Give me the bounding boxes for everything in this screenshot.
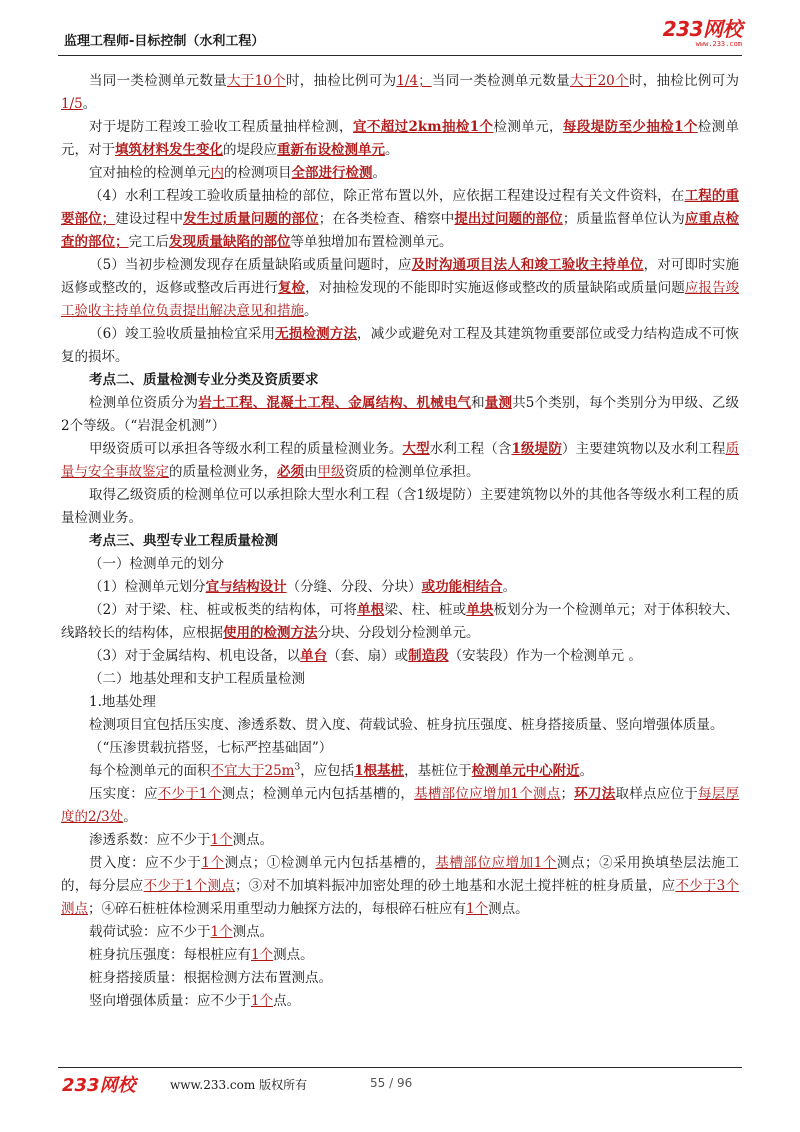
- text-run: 的质量检测业务，: [169, 464, 277, 480]
- text-run: 检测单元，: [493, 119, 563, 135]
- text-run: 。: [82, 96, 97, 112]
- page-footer: [58, 1071, 742, 1095]
- highlighted-text: 不宜大于25m: [210, 763, 295, 779]
- highlighted-text: 1个: [466, 901, 489, 917]
- highlighted-text: 单块: [466, 602, 494, 618]
- highlighted-text: 内: [210, 165, 224, 181]
- text-run: 测点；①检测单元内包括基槽的，: [224, 855, 436, 871]
- paragraph: [61, 185, 739, 254]
- text-run: ；④碎石桩桩体检测采用重型动力触探方法的，每根碎石桩应有: [88, 901, 466, 917]
- highlighted-text: 1/4；: [396, 73, 432, 89]
- highlighted-text: 或功能相结合: [421, 579, 503, 595]
- paragraph: [61, 691, 739, 714]
- text-run: 和: [471, 395, 485, 411]
- paragraph: [61, 852, 739, 921]
- highlighted-text: 不少于1个测点: [143, 878, 235, 894]
- text-run: ，对抽检发现的不能即时实施返修或整改的质量缺陷或质量问题: [305, 280, 685, 296]
- paragraph: [61, 829, 739, 852]
- highlighted-text: 复检: [277, 280, 306, 296]
- highlighted-text: 应报告竣工验收主持单位负责提出解决意见和措施: [61, 280, 740, 319]
- paragraph: [61, 254, 739, 323]
- highlighted-text: 宜与结构设计: [205, 579, 287, 595]
- text-run: 时，抽检比例可为: [628, 73, 740, 89]
- paragraph: [61, 530, 739, 553]
- highlighted-text: 宜不超过2km抽检1个: [352, 119, 494, 135]
- text-run: 测点；检测单元内包括基槽的，: [221, 786, 415, 802]
- highlighted-text: 填筑材料发生变化: [115, 142, 223, 158]
- highlighted-text: 检测单元中心附近: [471, 763, 580, 779]
- highlighted-text: 1个: [201, 855, 225, 871]
- highlighted-text: 应重点检查的部位；: [61, 211, 740, 250]
- text-run: 分块、分段划分检测单元。: [317, 625, 480, 641]
- text-run: （分缝、分段、分块）: [286, 579, 422, 595]
- paragraph: [61, 484, 739, 530]
- text-run: 板划分为一个检测单元；对于体积较大、线路较长的结构体，应根据: [61, 602, 740, 641]
- text-run: （一）检测单元的划分: [89, 556, 224, 572]
- highlighted-text: 大于10个: [227, 73, 286, 89]
- highlighted-text: 1个: [210, 832, 233, 848]
- highlighted-text: 每层厚度的2/3处: [61, 786, 740, 825]
- highlighted-text: 提出过问题的部位: [454, 211, 563, 227]
- paragraph: [61, 783, 739, 829]
- highlighted-text: 1个: [251, 947, 274, 963]
- highlighted-text: 使用的检测方法: [223, 625, 318, 641]
- text-run: ，应包括: [300, 763, 355, 779]
- text-run: 检测单位资质分为: [89, 395, 199, 411]
- text-run: ；: [560, 786, 575, 802]
- footer-divider: [58, 1067, 742, 1068]
- paragraph: [61, 392, 739, 438]
- text-run: 。: [579, 763, 594, 779]
- text-run: （3）对于金属结构、机电设备，以: [89, 648, 301, 664]
- paragraph: [61, 369, 739, 392]
- text-run: 由: [304, 464, 318, 480]
- text-run: 竖向增强体质量：应不少于: [89, 993, 251, 1009]
- paragraph: [61, 438, 739, 484]
- text-run: 贯入度：应不少于: [89, 855, 202, 871]
- text-run: 梁、柱、桩或: [384, 602, 467, 618]
- brand-logo: [663, 18, 742, 48]
- text-run: 检测项目宜包括压实度、渗透系数、贯入度、荷载试验、桩身抗压强度、桩身搭接质量、竖向增强体质量。: [89, 717, 724, 733]
- highlighted-text: 大型: [402, 441, 430, 457]
- highlighted-text: 环刀法: [574, 786, 616, 802]
- highlighted-text: 量测: [484, 395, 513, 411]
- text-run: 。: [304, 303, 318, 319]
- text-run: 点。: [273, 993, 301, 1009]
- text-run: （6）竣工验收质量抽检宜采用: [89, 326, 276, 342]
- paragraph: [61, 599, 739, 645]
- highlighted-text: 1个: [210, 924, 233, 940]
- highlighted-text: 岩土工程、混凝土工程、金属结构、机械电气: [198, 395, 472, 411]
- text-run: 完工后: [128, 234, 169, 250]
- highlighted-text: 甲级: [317, 464, 345, 480]
- highlighted-text: 大于20个: [569, 73, 629, 89]
- text-run: 的检测项目: [224, 165, 292, 181]
- text-run: ；质量监督单位认为: [562, 211, 685, 227]
- text-run: ，对可即时实施返修或整改的，返修或整改后再进行: [61, 257, 740, 296]
- paragraph: [61, 162, 739, 185]
- paragraph: [61, 944, 739, 967]
- paragraph: [61, 760, 739, 783]
- text-run: ）主要建筑物以及水利工程: [561, 441, 726, 457]
- text-run: 载荷试验：应不少于: [89, 924, 211, 940]
- text-run: 考点二、质量检测专业分类及资质要求: [89, 372, 319, 388]
- highlighted-text: 基槽部位应增加1个: [435, 855, 557, 871]
- text-run: 渗透系数：应不少于: [89, 832, 211, 848]
- highlighted-text: 单台: [300, 648, 328, 664]
- text-run: 取样点应位于: [615, 786, 699, 802]
- page-number: 55 / 96: [370, 1076, 413, 1090]
- highlighted-text: 1根基桩: [354, 763, 405, 779]
- highlighted-text: 无损检测方法: [275, 326, 358, 342]
- text-run: 压实度：应: [89, 786, 158, 802]
- text-run: （“压渗贯载抗搭竖，七标严控基础固”）: [89, 740, 333, 756]
- highlighted-text: 全部进行检测: [291, 165, 373, 181]
- logo-url: www.233.com: [695, 40, 742, 48]
- footer-logo: 233网校: [62, 1075, 136, 1096]
- text-run: 的堤段应: [223, 142, 277, 158]
- highlighted-text: 必须: [277, 464, 304, 480]
- highlighted-text: 不少于3个测点: [61, 878, 740, 917]
- header-divider: [58, 55, 742, 56]
- paragraph: [61, 323, 739, 369]
- paragraph: [61, 714, 739, 737]
- copyright-text: www.233.com 版权所有: [170, 1078, 308, 1092]
- text-run: 每个检测单元的面积: [89, 763, 211, 779]
- superscript: 3: [294, 762, 301, 773]
- text-run: 建设过程中: [115, 211, 184, 227]
- text-run: （1）检测单元划分: [89, 579, 206, 595]
- text-run: 取得乙级资质的检测单位可以承担除大型水利工程（含1级堤防）主要建筑物以外的其他各等级水利工程的质量检测业务。: [61, 487, 739, 526]
- page-header: [58, 18, 742, 52]
- text-run: 桩身抗压强度：每根桩应有: [89, 947, 251, 963]
- paragraph: [61, 576, 739, 599]
- text-run: 。: [372, 165, 386, 181]
- text-run: 资质的检测单位承担。: [344, 464, 480, 480]
- text-run: ；在各类检查、稽察中: [318, 211, 455, 227]
- text-run: （安装段）作为一个检测单元 。: [448, 648, 642, 664]
- text-run: （二）地基处理和支护工程质量检测: [89, 671, 305, 687]
- text-run: 测点。: [232, 832, 274, 848]
- text-run: 宜对抽检的检测单元: [89, 165, 211, 181]
- text-run: 测点。: [488, 901, 529, 917]
- text-run: 时，抽检比例可为: [285, 73, 397, 89]
- text-run: 甲级资质可以承担各等级水利工程的质量检测业务。: [89, 441, 403, 457]
- text-run: 测点。: [273, 947, 314, 963]
- highlighted-text: 1级堤防: [511, 441, 562, 457]
- text-run: 测点。: [232, 924, 274, 940]
- paragraph: [61, 553, 739, 576]
- highlighted-text: 单根: [357, 602, 385, 618]
- highlighted-text: 基槽部位应增加1个测点: [414, 786, 561, 802]
- highlighted-text: 发现质量缺陷的部位: [169, 234, 291, 250]
- logo-text: 233网校: [662, 17, 742, 41]
- text-run: ；③对不加填料振冲加密处理的砂土地基和水泥土搅拌桩的桩身质量，应: [235, 878, 676, 894]
- text-run: 。: [502, 579, 517, 595]
- text-run: 对于堤防工程竣工验收工程质量抽样检测，: [89, 119, 353, 135]
- text-run: （套、扇）或: [327, 648, 409, 664]
- highlighted-text: 发生过质量问题的部位: [183, 211, 319, 227]
- highlighted-text: 质量与安全事故鉴定: [61, 441, 740, 480]
- text-run: 水利工程（含: [429, 441, 512, 457]
- highlighted-text: 重新布设检测单元: [277, 142, 385, 158]
- paragraph: [61, 737, 739, 760]
- paragraph: [61, 645, 739, 668]
- highlighted-text: 不少于1个: [157, 786, 222, 802]
- highlighted-text: 制造段: [408, 648, 449, 664]
- highlighted-text: 每段堤防至少抽检1个: [562, 119, 698, 135]
- paragraph: [61, 116, 739, 162]
- text-run: 。: [385, 142, 399, 158]
- text-run: （5）当初步检测发现存在质量缺陷或质量问题时，应: [89, 257, 412, 273]
- text-run: ，基桩位于: [404, 763, 472, 779]
- text-run: 等单独增加布置检测单元。: [290, 234, 453, 250]
- text-run: 考点三、典型专业工程质量检测: [89, 533, 278, 549]
- text-run: 当同一类检测单元数量: [89, 73, 228, 89]
- paragraph: [61, 70, 739, 116]
- paragraph: [61, 668, 739, 691]
- paragraph: [61, 967, 739, 990]
- highlighted-text: 工程的重要部位；: [61, 188, 740, 227]
- document-body: [61, 70, 739, 1013]
- text-run: 桩身搭接质量：根据检测方法布置测点。: [89, 970, 332, 986]
- highlighted-text: 1个: [251, 993, 274, 1009]
- text-run: 检测单元，对于: [61, 119, 740, 158]
- text-run: 1.地基处理: [89, 694, 156, 710]
- paragraph: [61, 990, 739, 1013]
- text-run: ，减少或避免对工程及其建筑物重要部位或受力结构造成不可恢复的损坏。: [61, 326, 740, 365]
- text-run: （2）对于梁、柱、桩或板类的结构体，可将: [89, 602, 358, 618]
- text-run: 共5个类别，每个类别分为甲级、乙级2个等级。（“岩混金机测”）: [61, 395, 740, 434]
- document-title: 监理工程师-目标控制（水利工程）: [64, 34, 265, 49]
- highlighted-text: 及时沟通项目法人和竣工验收主持单位: [411, 257, 644, 273]
- text-run: （4）水利工程竣工验收质量抽检的部位，除正常布置以外，应依据工程建设过程有关文件资料，在: [89, 188, 685, 204]
- text-run: 。: [123, 809, 137, 825]
- highlighted-text: 1/5: [61, 96, 83, 112]
- text-run: 测点；②采用换填垫层法施工的，每分层应: [61, 855, 740, 894]
- text-run: 当同一类检测单元数量: [431, 73, 570, 89]
- paragraph: [61, 921, 739, 944]
